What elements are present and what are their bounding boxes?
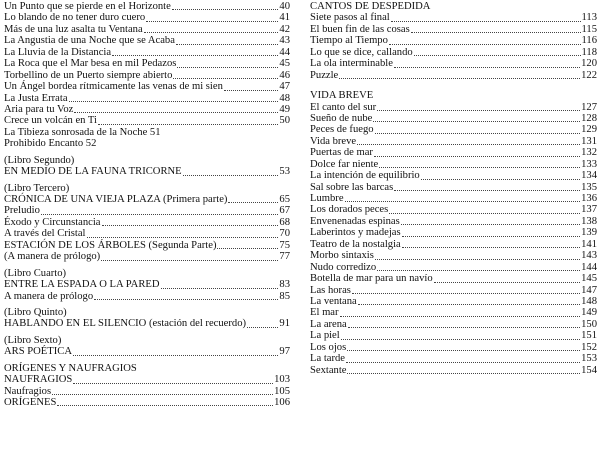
dot-leader [373,113,580,122]
toc-entry [310,70,597,81]
toc-entry [4,47,290,58]
entry-page-number: 91 [279,318,290,330]
entry-page-number: 44 [279,46,290,58]
section-heading: ORÍGENES Y NAUFRAGIOS [4,362,137,374]
toc-entry [4,228,290,239]
entry-page-number: 113 [581,12,597,24]
entry-title: HABLANDO EN EL SILENCIO (estación del recuerdo) [4,318,247,330]
dot-leader [87,229,279,238]
dot-leader [402,228,581,237]
dot-leader [112,47,278,56]
entry-title: La ventana [310,295,357,307]
dot-leader [375,125,581,134]
entry-title: Prohibido Encanto 52 [4,138,97,150]
toc-entry [310,285,597,296]
entry-title: Más de una luz asalta tu Ventana [4,23,143,35]
toc-entry [4,138,290,149]
dot-leader [346,354,580,363]
entry-title: EN MEDIO DE LA FAUNA TRICORNE [4,166,182,178]
entry-title: Un Punto que se pierde en el Horizonte [4,1,171,12]
entry-title: ARS POÉTICA [4,346,72,358]
toc-entry [4,397,290,408]
toc-entry [310,216,597,227]
entry-title: Morbo sintaxis [310,250,374,262]
entry-page-number: 105 [274,385,290,397]
toc-entry [310,124,597,135]
dot-leader [73,375,273,384]
entry-page-number: 67 [279,205,290,217]
toc-entry [4,291,290,302]
dot-leader [173,70,278,79]
toc-entry [4,127,290,138]
entry-page-number: 118 [581,46,597,58]
toc-entry [4,374,290,385]
toc-entry [310,12,597,23]
toc-entry [310,193,597,204]
toc-entry [4,35,290,46]
entry-page-number: 151 [581,330,597,342]
dot-leader [52,386,273,395]
toc-entry [4,93,290,104]
toc-entry [4,318,290,329]
entry-page-number: 43 [279,35,290,47]
entry-page-number: 115 [581,23,597,35]
entry-title: Botella de mar para un navío [310,273,433,285]
dot-leader [394,59,580,68]
entry-title: Nudo corredizo [310,261,377,273]
entry-page-number: 139 [581,227,597,239]
toc-entry [310,262,597,273]
entry-page-number: 141 [581,238,597,250]
toc-entry [4,24,290,35]
dot-leader [161,280,279,289]
dot-leader [421,171,580,180]
entry-title: Siete pasos al final [310,12,390,24]
toc-entry [4,205,290,216]
toc-entry [310,250,597,261]
dot-leader [57,397,273,406]
entry-title: Peces de fuego [310,124,374,136]
entry-title: Dolce far niente [310,158,379,170]
entry-title: Teatro de la nostalgia [310,238,401,250]
toc-entry [310,113,597,124]
entry-page-number: 47 [279,81,290,93]
entry-title: Puzzle [310,69,339,81]
toc-entry [310,307,597,318]
toc-entry [310,24,597,35]
dot-leader [347,342,580,351]
entry-page-number: 129 [581,124,597,136]
entry-title: Las horas [310,284,351,296]
dot-leader [391,13,581,22]
entry-page-number: 77 [279,251,290,263]
entry-page-number: 40 [279,1,290,12]
entry-title: Sal sobre las barcas [310,181,394,193]
toc-entry [4,1,290,12]
entry-title: CRÓNICA DE UNA VIEJA PLAZA (Primera parte) [4,194,228,205]
entry-page-number: 145 [581,273,597,285]
entry-page-number: 46 [279,69,290,81]
dot-leader [389,36,581,45]
entry-page-number: 132 [581,147,597,159]
dot-leader [374,148,580,157]
dot-leader [401,216,580,225]
entry-title: ENTRE LA ESPADA O LA PARED [4,279,160,291]
dot-leader [414,47,581,56]
toc-entry [310,159,597,170]
dot-leader [352,285,580,294]
entry-title: Sueño de nube [310,112,373,124]
entry-page-number: 136 [581,193,597,204]
dot-leader [144,24,279,33]
entry-title: Naufragios [4,385,52,397]
entry-title: Lo blando de no tener duro cuero [4,12,146,24]
entry-page-number: 137 [581,204,597,216]
toc-entry [4,81,290,92]
toc-entry [310,319,597,330]
dot-leader [377,102,580,111]
entry-title: Lumbre [310,193,344,204]
section-heading: (Libro Quinto) [4,306,67,318]
entry-page-number: 138 [581,215,597,227]
toc-entry [4,279,290,290]
entry-title: La Angustia de una Noche que se Acaba [4,35,175,47]
entry-page-number: 128 [581,112,597,124]
toc-entry [310,365,597,376]
dot-leader [402,239,580,248]
section-heading: (Libro Cuarto) [4,267,67,279]
entry-title: Aria para tu Voz [4,103,74,115]
entry-page-number: 122 [581,69,597,81]
entry-title: Puertas de mar [310,147,373,159]
entry-title: A manera de prólogo [4,290,94,302]
entry-title: Preludio [4,205,40,217]
entry-title: La Justa Errata [4,92,68,104]
dot-leader [74,104,278,113]
entry-page-number: 150 [581,318,597,330]
entry-page-number: 85 [279,290,290,302]
entry-page-number: 65 [279,194,290,205]
entry-page-number: 45 [279,58,290,70]
entry-page-number: 148 [581,295,597,307]
toc-entry [310,136,597,147]
toc-right-column [310,1,597,376]
entry-page-number: 83 [279,279,290,291]
toc-entry [310,296,597,307]
toc-left-column [4,1,290,408]
entry-title: Los ojos [310,341,347,353]
dot-leader [389,205,580,214]
entry-title: La arena [310,318,347,330]
dot-leader [339,70,580,79]
toc-entry [4,58,290,69]
entry-title: Éxodo y Circunstancia [4,216,101,228]
toc-entry [4,194,290,205]
entry-page-number: 144 [581,261,597,273]
entry-page-number: 41 [279,12,290,24]
dot-leader [247,319,278,328]
section-heading: (Libro Tercero) [4,182,70,194]
toc-entry [4,251,290,262]
entry-title: (A manera de prólogo) [4,251,101,263]
toc-entry [310,102,597,113]
toc-entry [310,227,597,238]
dot-leader [73,347,278,356]
toc-entry [4,240,290,251]
entry-page-number: 106 [274,397,290,408]
entry-page-number: 120 [581,58,597,70]
entry-page-number: 131 [581,135,597,147]
toc-entry [4,12,290,23]
entry-title: La Lluvia de la Distancia [4,46,112,58]
entry-title: El canto del sur [310,101,377,113]
entry-title: La Tibieza sonrosada de la Noche 51 [4,126,161,138]
entry-title: El buen fin de las cosas [310,23,410,35]
entry-page-number: 75 [279,239,290,251]
entry-title: Los dorados peces [310,204,389,216]
entry-page-number: 152 [581,341,597,353]
dot-leader [98,116,278,125]
toc-entry [310,353,597,364]
dot-leader [41,206,279,215]
dot-leader [358,296,580,305]
toc-entry [310,47,597,58]
dot-leader [183,167,279,176]
entry-title: Un Ángel bordea rítmicamente las venas de mi sien [4,81,223,93]
toc-entry [310,239,597,250]
dot-leader [146,13,278,22]
section-heading: (Libro Sexto) [4,334,62,346]
entry-title: La intención de equilibrio [310,170,420,182]
toc-entry [310,170,597,181]
entry-page-number: 134 [581,170,597,182]
entry-page-number: 135 [581,181,597,193]
entry-title: Laberintos y madejas [310,227,401,239]
toc-entry [4,104,290,115]
entry-title: ESTACIÓN DE LOS ÁRBOLES (Segunda Parte) [4,239,217,251]
dot-leader [176,36,278,45]
entry-title: ORÍGENES [4,397,57,408]
toc-entry [310,147,597,158]
toc-entry [4,346,290,357]
entry-title: Vida breve [310,135,357,147]
entry-title: NAUFRAGIOS [4,374,73,386]
section-heading: (Libro Segundo) [4,154,75,166]
toc-entry [310,273,597,284]
entry-page-number: 149 [581,307,597,319]
dot-leader [411,24,581,33]
toc-entry [310,35,597,46]
toc-entry [4,70,290,81]
entry-page-number: 116 [581,35,597,47]
entry-title: La tarde [310,353,345,365]
dot-leader [101,252,278,261]
entry-title: Torbellino de un Puerto siempre abierto [4,69,173,81]
dot-leader [377,262,580,271]
dot-leader [434,274,580,283]
entry-page-number: 53 [279,166,290,178]
toc-entry [310,204,597,215]
entry-title: A través del Cristal [4,228,86,240]
dot-leader [94,291,278,300]
toc-entry [310,330,597,341]
dot-leader [224,82,279,91]
dot-leader [348,319,580,328]
entry-title: La Roca que el Mar besa en mil Pedazos [4,58,177,70]
entry-page-number: 153 [581,353,597,365]
entry-page-number: 143 [581,250,597,262]
entry-page-number: 147 [581,284,597,296]
entry-page-number: 42 [279,23,290,35]
dot-leader [217,240,278,249]
entry-title: Lo que se dice, callando [310,46,413,58]
dot-leader [394,182,580,191]
entry-title: Tiempo al Tiempo [310,35,388,47]
toc-entry [310,342,597,353]
entry-page-number: 50 [279,115,290,127]
section-heading: CANTOS DE DESPEDIDA [310,1,431,12]
entry-page-number: 103 [274,374,290,386]
dot-leader [375,251,580,260]
entry-title: La piel [310,330,340,342]
toc-entry [310,182,597,193]
entry-page-number: 154 [581,364,597,376]
dot-leader [177,59,278,68]
dot-leader [172,1,279,10]
dot-leader [102,217,279,226]
dot-leader [340,308,581,317]
entry-page-number: 133 [581,158,597,170]
toc-entry [4,386,290,397]
entry-title: La ola interminable [310,58,393,70]
dot-leader [69,93,279,102]
toc-entry [4,166,290,177]
section-spacer [310,81,597,90]
entry-page-number: 97 [279,346,290,358]
entry-title: Envenenadas espinas [310,215,400,227]
dot-leader [341,331,580,340]
entry-title: Sextante [310,364,347,376]
entry-page-number: 68 [279,216,290,228]
dot-leader [379,159,580,168]
toc-entry [310,58,597,69]
entry-page-number: 49 [279,103,290,115]
dot-leader [357,136,580,145]
entry-page-number: 127 [581,101,597,113]
entry-page-number: 70 [279,228,290,240]
toc-entry [4,115,290,126]
dot-leader [228,194,278,203]
dot-leader [345,193,581,202]
section-heading: VIDA BREVE [310,90,374,102]
entry-title: Crece un volcán en Ti [4,115,97,127]
dot-leader [347,365,580,374]
entry-title: El mar [310,307,339,319]
toc-entry [4,217,290,228]
entry-page-number: 48 [279,92,290,104]
